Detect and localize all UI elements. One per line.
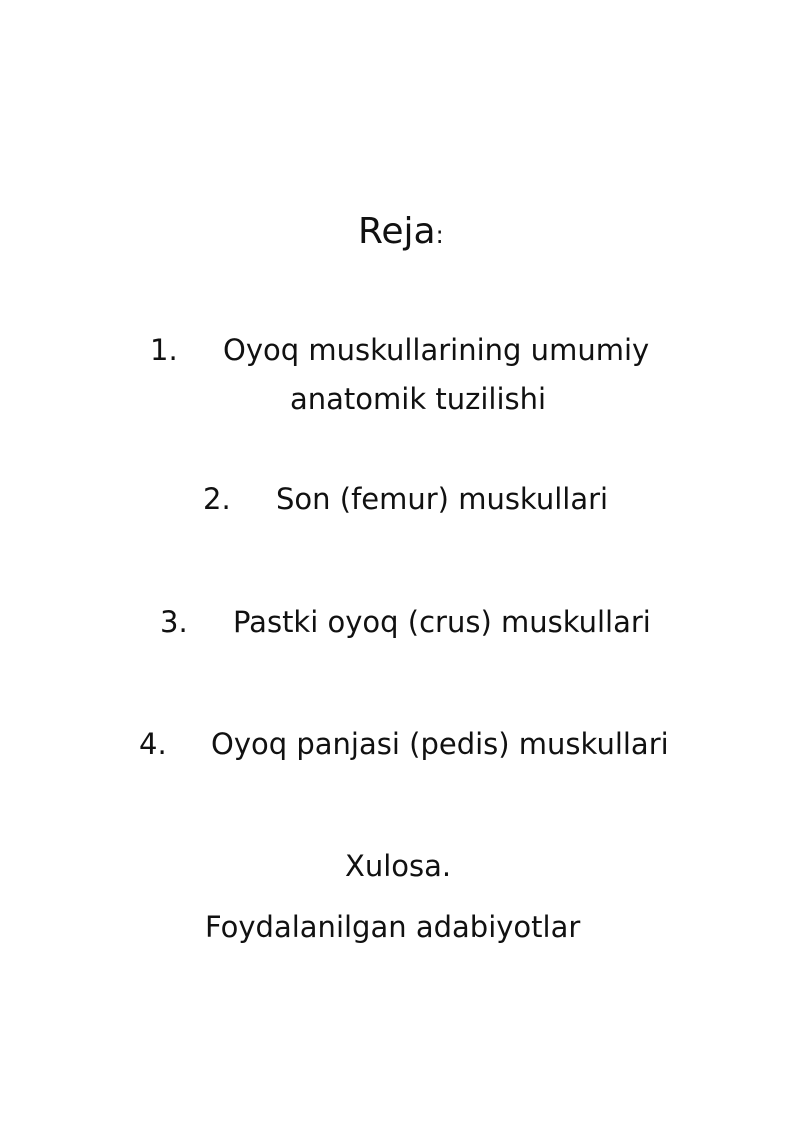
references-heading: Foydalanilgan adabiyotlar [205, 910, 581, 944]
conclusion-heading: Xulosa. [345, 849, 452, 883]
list-item-2-number: 2. [203, 482, 231, 516]
list-item-4-text: Oyoq panjasi (pedis) muskullari [211, 727, 669, 761]
list-item-1-text-line1: Oyoq muskullarining umumiy [223, 333, 650, 367]
page-title [358, 210, 444, 257]
title-colon: : [435, 221, 444, 249]
list-item-1-number: 1. [150, 333, 178, 367]
list-item-3-number: 3. [160, 605, 188, 639]
list-item-2-text: Son (femur) muskullari [276, 482, 609, 516]
title-word: Reja [358, 211, 436, 252]
list-item-4-number: 4. [139, 727, 167, 761]
list-item-1-text-line2: anatomik tuzilishi [290, 382, 547, 416]
list-item-3-text: Pastki oyoq (crus) muskullari [233, 605, 651, 639]
